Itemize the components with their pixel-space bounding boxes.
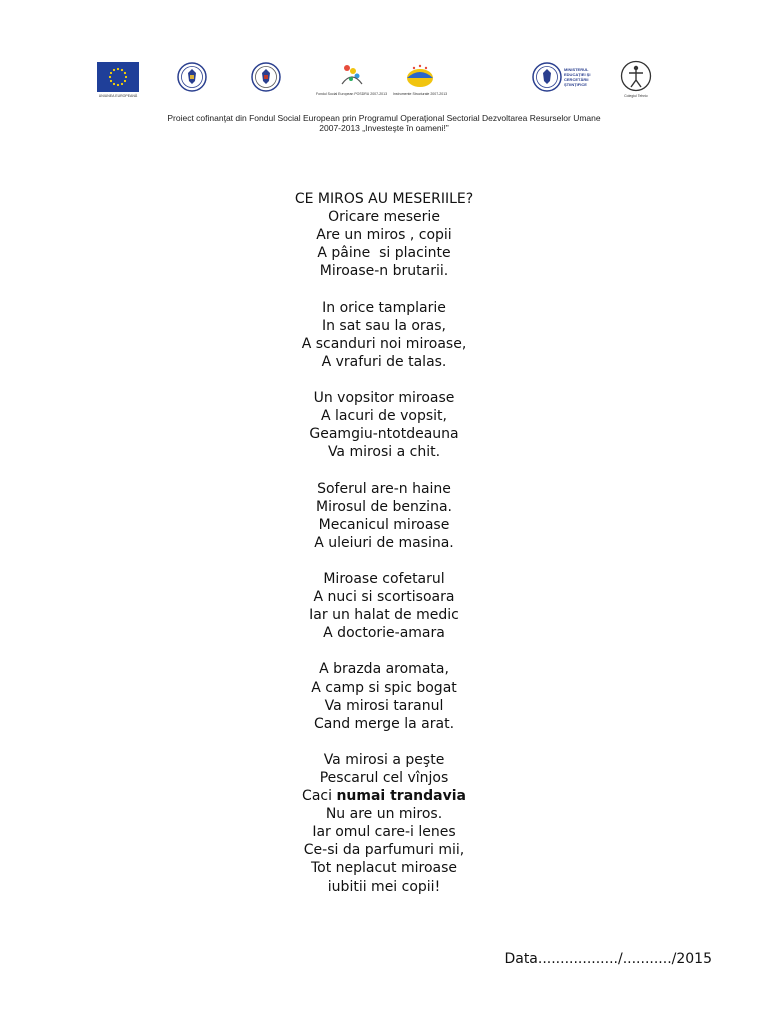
school-emblem-icon — [620, 60, 652, 92]
poem-line: Ce-si da parfumuri mii, — [303, 842, 465, 859]
eu-flag-icon — [97, 62, 139, 92]
stanza-5 — [0, 570, 768, 642]
funding-notice — [0, 113, 768, 133]
poem-line: Mecanicul miroase — [318, 516, 450, 533]
stanza-2 — [0, 299, 768, 371]
ministry-seal-icon — [532, 62, 562, 92]
poem-title: CE MIROS AU MESERIILE? — [294, 191, 474, 207]
poem-line: Cand merge la arat. — [313, 715, 455, 732]
poem-line: Oricare meserie — [328, 209, 440, 226]
fse-logo — [316, 62, 387, 96]
poem-line: Miroase cofetarul — [323, 570, 445, 587]
stanza-gap — [0, 642, 768, 660]
poem-line: Iar un halat de medic — [309, 607, 459, 624]
instrumente-caption: Instrumente Structurale 2007-2013 — [393, 92, 448, 96]
stanza-gap — [0, 733, 768, 751]
fse-icon — [332, 62, 372, 90]
poem-line: In sat sau la oras, — [321, 317, 447, 334]
poem-line: In orice tamplarie — [322, 299, 446, 316]
instrumente-structurale-logo — [393, 62, 447, 96]
logo-bar — [0, 58, 768, 108]
poem-line: Tot neplacut miroase — [310, 860, 458, 877]
date-field: Data................../.........../2015 — [504, 951, 712, 967]
poem-line: Iar omul care-i lenes — [312, 824, 456, 841]
funding-line-1: Proiect cofinanţat din Fondul Social European prin Programul Operaţional Sectorial Dezvoltarea Resurselor Umane — [167, 113, 601, 123]
romania-government-seal-1 — [177, 62, 207, 92]
stanza-3 — [0, 389, 768, 461]
poem-line: Pescarul cel vînjos — [319, 770, 449, 786]
poem-line: Geamgiu-ntotdeauna — [309, 426, 459, 443]
poem-line: Va mirosi a peşte — [323, 751, 445, 768]
ministry-caption: MINISTERUL EDUCAȚIEI ȘI CERCETĂRII ȘTIINȚIFICE — [564, 67, 591, 87]
stanza-gap — [0, 552, 768, 570]
eu-caption: UNIUNEA EUROPEANĂ — [98, 94, 138, 98]
romania-government-seal-2 — [251, 62, 281, 92]
government-seal-icon — [251, 62, 281, 92]
poem-line: iubitii mei copii! — [327, 878, 441, 895]
poem-line: A brazda aromata, — [319, 661, 449, 678]
poem — [0, 190, 768, 896]
poem-line: Va mirosi a chit. — [327, 444, 441, 461]
bold-phrase: numai trandavia — [336, 788, 466, 805]
stanza-1 — [0, 208, 768, 280]
fse-caption: Fondul Social European POSDRU 2007-2013 — [316, 92, 388, 96]
poem-line: Nu are un miros. — [325, 806, 443, 823]
poem-line: Un vopsitor miroase — [313, 390, 455, 407]
poem-line: Soferul are-n haine — [317, 480, 451, 497]
poem-line: Va mirosi taranul — [324, 697, 444, 714]
stanza-gap — [0, 371, 768, 389]
stanza-gap — [0, 280, 768, 298]
poem-line: A camp si spic bogat — [311, 679, 457, 696]
poem-line: Are un miros , copii — [316, 227, 452, 244]
stanza-7 — [0, 751, 768, 896]
stanza-gap — [0, 461, 768, 479]
poem-line: A pâine si placinte — [317, 245, 451, 262]
line-prefix: Caci — [302, 788, 337, 805]
government-seal-icon — [177, 62, 207, 92]
school-caption: Colegiul Tehnic — [624, 94, 648, 98]
poem-line: A doctorie-amara — [323, 625, 445, 642]
stanza-6 — [0, 660, 768, 732]
poem-line-emphasis — [0, 787, 768, 805]
eu-flag-logo — [97, 62, 139, 98]
poem-line: A lacuri de vopsit, — [321, 408, 447, 425]
poem-line: A uleiuri de masina. — [314, 534, 454, 551]
funding-line-2: 2007-2013 „Investeşte în oameni!” — [319, 123, 449, 133]
stanza-4 — [0, 480, 768, 552]
poem-line: A scanduri noi miroase, — [301, 335, 467, 352]
poem-line: Mirosul de benzina. — [316, 498, 452, 515]
ministry-education-logo — [532, 62, 598, 92]
poem-line: Miroase-n brutarii. — [319, 263, 449, 280]
school-logo — [620, 60, 652, 98]
poem-line: A nuci si scortisoara — [313, 589, 455, 606]
poem-line: A vrafuri de talas. — [321, 353, 447, 370]
instrumente-structurale-icon — [398, 62, 442, 90]
